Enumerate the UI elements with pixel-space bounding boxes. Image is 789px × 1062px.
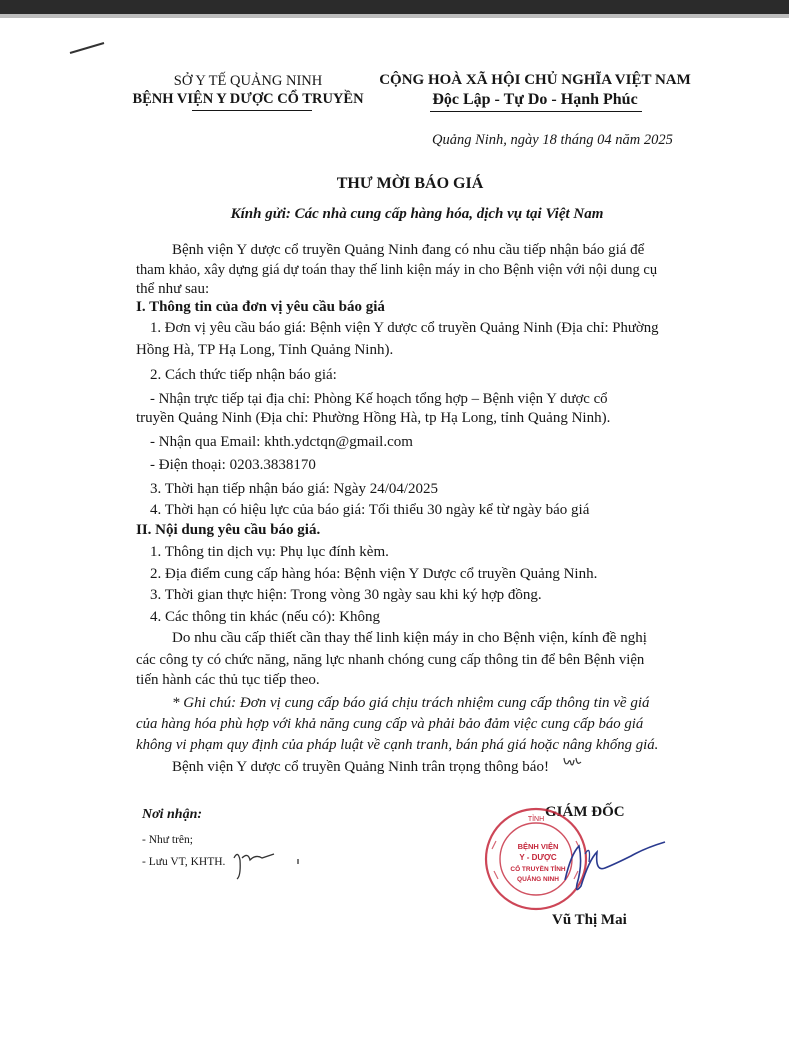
note-line-1: * Ghi chú: Đơn vị cung cấp báo giá chịu trách nhiệm cung cấp thông tin về giá bbox=[172, 695, 650, 711]
section-1-item-1b: Hồng Hà, TP Hạ Long, Tỉnh Quảng Ninh). bbox=[136, 342, 394, 358]
stamp-line-3: Y - DƯỢC bbox=[519, 853, 557, 862]
motto-underline bbox=[430, 111, 642, 112]
closing-line-2: các công ty có chức năng, năng lực nhanh chóng cung cấp thông tin để bên Bệnh viện bbox=[136, 652, 645, 668]
section-2-item-2: 2. Địa điểm cung cấp hàng hóa: Bệnh viện Y Dược cổ truyền Quảng Ninh. bbox=[150, 566, 598, 582]
section-1-dash-3: - Điện thoại: 0203.3838170 bbox=[150, 457, 316, 473]
note-line-3: không vi phạm quy định của pháp luật về cạnh tranh, bán phá giá hoặc nâng khống giá. bbox=[136, 737, 659, 753]
ministry-name: SỞ Y TẾ QUẢNG NINH bbox=[173, 73, 323, 89]
stamp-line-1: TỈNH bbox=[527, 816, 545, 823]
section-1-heading: I. Thông tin của đơn vị yêu cầu báo giá bbox=[136, 299, 385, 315]
initial-mark bbox=[562, 754, 584, 770]
hospital-name: BỆNH VIỆN Y DƯỢC CỔ TRUYỀN bbox=[132, 91, 364, 107]
stamp-line-4: CỔ TRUYỀN TỈNH bbox=[510, 866, 566, 873]
recipients-heading: Nơi nhận: bbox=[142, 807, 203, 822]
director-signature bbox=[545, 824, 675, 904]
closing-line-1: Do nhu cầu cấp thiết cần thay thế linh kiện máy in cho Bệnh viện, kính đề nghị bbox=[172, 630, 647, 646]
section-2-item-4: 4. Các thông tin khác (nếu có): Không bbox=[150, 609, 380, 625]
document-title: THƯ MỜI BÁO GIÁ bbox=[336, 175, 484, 192]
stamp-line-5: QUẢNG NINH bbox=[517, 876, 559, 883]
stamp-line-2: BỆNH VIỆN bbox=[517, 842, 559, 851]
header-right bbox=[370, 70, 700, 110]
scan-top-shadow bbox=[0, 14, 789, 18]
hospital-underline bbox=[192, 110, 312, 111]
section-1-item-3: 3. Thời hạn tiếp nhận báo giá: Ngày 24/04/2025 bbox=[150, 481, 439, 497]
initials-signature bbox=[228, 846, 278, 882]
section-1-dash-1a: - Nhận trực tiếp tại địa chỉ: Phòng Kế hoạch tổng hợp – Bệnh viện Y dược cổ bbox=[150, 391, 608, 407]
closing-line-3: tiến hành các thủ tục tiếp theo. bbox=[136, 672, 320, 688]
dot-mark bbox=[295, 858, 301, 866]
country-name: CỘNG HOÀ XÃ HỘI CHỦ NGHĨA VIỆT NAM bbox=[379, 72, 691, 88]
section-1-item-2: 2. Cách thức tiếp nhận báo giá: bbox=[150, 367, 337, 383]
intro-line-2: tham khảo, xây dựng giá dự toán thay thế linh kiện máy in cho Bệnh viện với nội dung cụ bbox=[136, 262, 658, 278]
section-1-dash-2: - Nhận qua Email: khth.ydctqn@gmail.com bbox=[150, 434, 413, 450]
motto: Độc Lập - Tự Do - Hạnh Phúc bbox=[432, 91, 638, 108]
signer-position: GIÁM ĐỐC bbox=[545, 804, 625, 820]
scan-top-edge bbox=[0, 0, 789, 14]
date-line: Quảng Ninh, ngày 18 tháng 04 năm 2025 bbox=[432, 132, 673, 148]
section-1-dash-1b: truyền Quảng Ninh (Địa chỉ: Phường Hồng Hà, tp Hạ Long, tỉnh Quảng Ninh). bbox=[136, 410, 611, 426]
final-line: Bệnh viện Y dược cổ truyền Quảng Ninh trân trọng thông báo! bbox=[172, 759, 549, 775]
recipient-line: Kính gửi: Các nhà cung cấp hàng hóa, dịch vụ tại Việt Nam bbox=[230, 206, 604, 222]
intro-line-1: Bệnh viện Y dược cổ truyền Quảng Ninh đang có nhu cầu tiếp nhận báo giá để bbox=[172, 242, 645, 258]
recipients-line-1: - Như trên; bbox=[142, 834, 193, 846]
pen-mark bbox=[68, 40, 108, 56]
recipients-line-2: - Lưu VT, KHTH. bbox=[142, 856, 226, 868]
section-1-item-1a: 1. Đơn vị yêu cầu báo giá: Bệnh viện Y dược cổ truyền Quảng Ninh (Địa chỉ: Phường bbox=[150, 320, 659, 336]
note-line-2: của hàng hóa phù hợp với khả năng cung cấp và phải bảo đảm việc cung cấp báo giá bbox=[136, 716, 644, 732]
section-1-item-4: 4. Thời hạn có hiệu lực của báo giá: Tối thiểu 30 ngày kể từ ngày báo giá bbox=[150, 502, 590, 518]
section-2-item-3: 3. Thời gian thực hiện: Trong vòng 30 ngày sau khi ký hợp đồng. bbox=[150, 587, 542, 603]
header-left bbox=[120, 72, 376, 108]
section-2-item-1: 1. Thông tin dịch vụ: Phụ lục đính kèm. bbox=[150, 544, 389, 560]
intro-line-3: thể như sau: bbox=[136, 281, 210, 297]
section-2-heading: II. Nội dung yêu cầu báo giá. bbox=[136, 522, 321, 538]
signer-name: Vũ Thị Mai bbox=[552, 912, 627, 928]
